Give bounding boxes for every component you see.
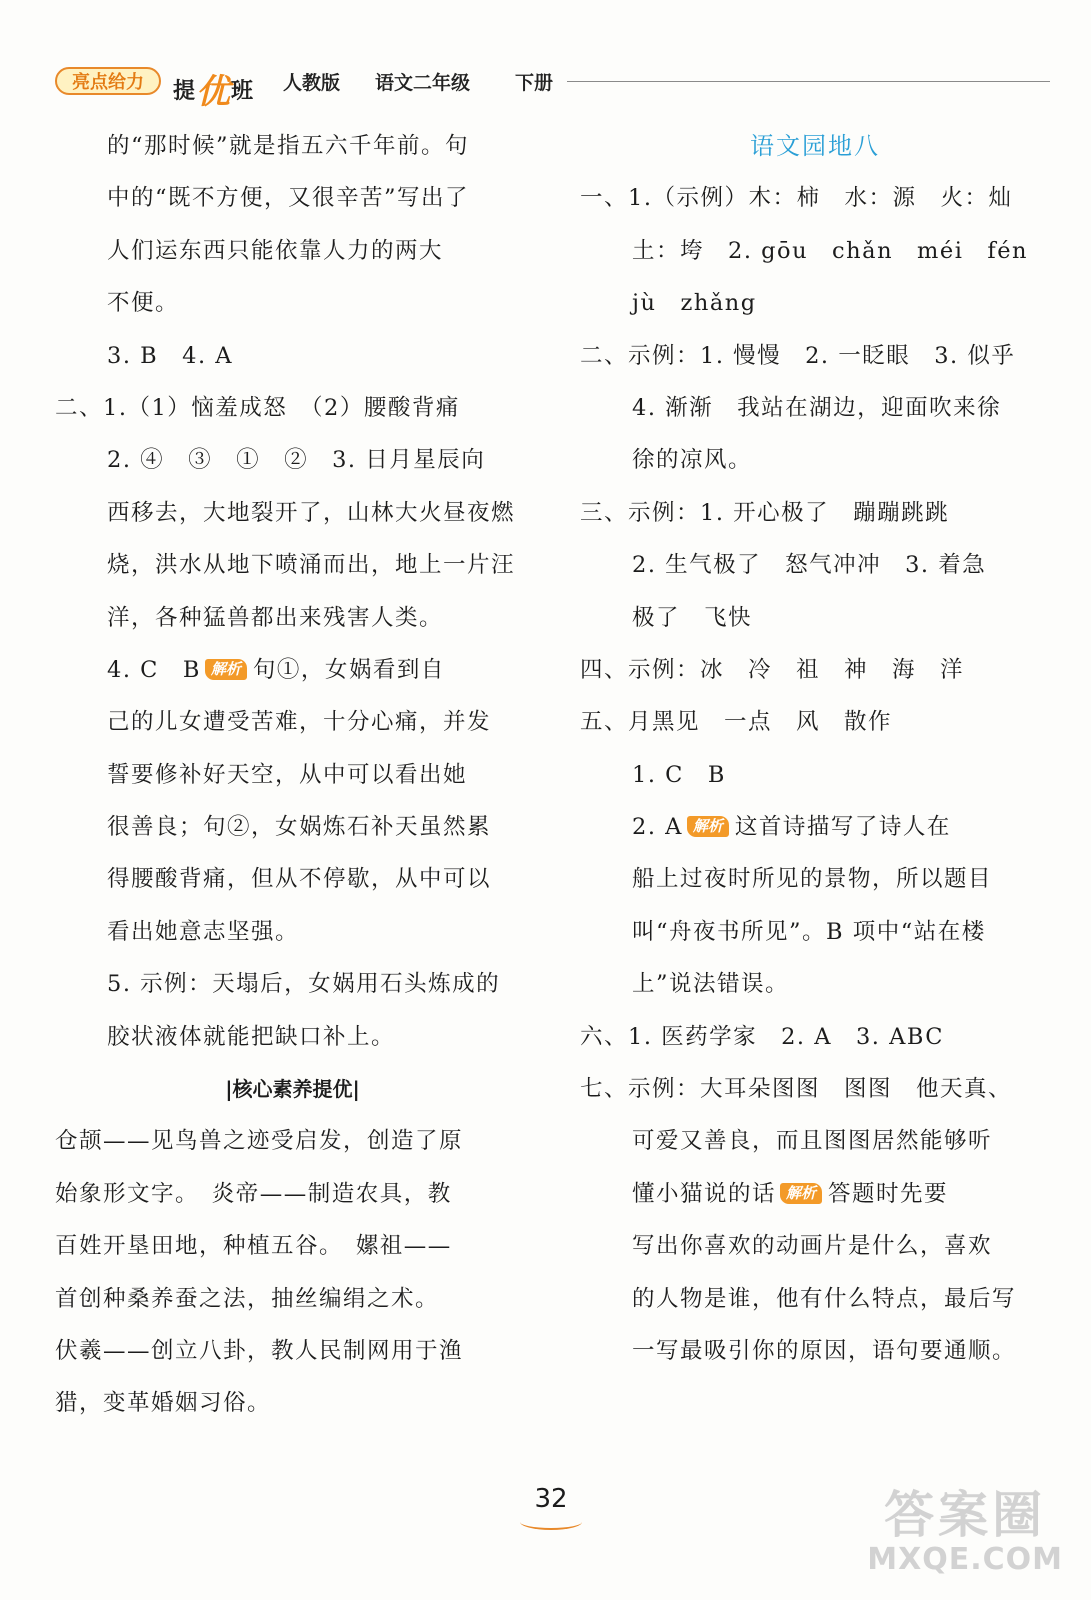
answer-line: 人们运东西只能依靠人力的两大 — [107, 237, 444, 264]
analysis-text: 句①，女娲看到自 — [252, 656, 445, 683]
answer-line: 土：垮 2. gōu chǎn méi fén — [632, 237, 1029, 264]
section-title: 语文园地八 — [750, 132, 880, 160]
answer-line: 百姓开垦田地，种植五谷。 嫘祖—— — [55, 1233, 452, 1260]
answer-line: 一写最吸引你的原因，语句要通顺。 — [632, 1337, 1017, 1364]
answer-line: 3. B 4. A — [107, 342, 234, 369]
answer-line: 4. 渐渐 我站在湖边，迎面吹来徐 — [632, 394, 1002, 421]
answer-line — [580, 1168, 1050, 1220]
answer-line: 极了 飞快 — [632, 604, 753, 631]
answer-line: 的“那时候”就是指五六千年前。句 — [107, 133, 470, 159]
answer-line: 得腰酸背痛，但从不停歇，从中可以 — [107, 866, 492, 893]
page-number-arc — [520, 1514, 582, 1530]
answer-line: 五、月黑见 一点 风 散作 — [580, 709, 893, 736]
answer-line: 七、示例：大耳朵图图 图图 他天真、 — [580, 1076, 1013, 1103]
answer-line: 猎，变革婚姻习俗。 — [55, 1390, 272, 1417]
answer-line: 三、示例：1. 开心极了 蹦蹦跳跳 — [580, 499, 950, 526]
answer-line: 己的儿女遭受苦难，十分心痛，并发 — [107, 709, 492, 736]
answer-line: 的人物是谁，他有什么特点，最后写 — [632, 1285, 1017, 1312]
answer-line: 仓颉——见鸟兽之迹受启发，创造了原 — [55, 1128, 464, 1155]
left-column — [55, 120, 530, 1430]
answer-text: 懂小猫说的话 — [632, 1180, 777, 1207]
watermark — [867, 1486, 1063, 1576]
answer-line: 誓要修补好天空，从中可以看出她 — [107, 761, 468, 788]
page-number: 32 — [534, 1484, 568, 1514]
answer-line: 写出你喜欢的动画片是什么，喜欢 — [632, 1233, 993, 1260]
answer-line — [580, 801, 1050, 853]
brand-pre: 提 — [173, 79, 196, 104]
right-column — [580, 120, 1050, 1377]
logo: 亮点给力 — [55, 67, 161, 95]
brand-you: 优 — [196, 72, 231, 112]
analysis-text: 答题时先要 — [828, 1180, 949, 1207]
watermark-logo: 答案圈 — [884, 1486, 1047, 1544]
analysis-tag: 解析 — [687, 816, 729, 837]
answer-line: 很善良；句②，女娲炼石补天虽然累 — [107, 814, 492, 841]
answer-line: 徐的凉风。 — [632, 447, 753, 474]
answer-line: 船上过夜时所见的景物，所以题目 — [632, 866, 993, 893]
answer-line: 六、1. 医药学家 2. A 3. ABC — [580, 1023, 945, 1050]
answer-line: jù zhǎng — [632, 290, 757, 317]
analysis-tag: 解析 — [205, 659, 247, 680]
volume-label: 下册 — [515, 72, 554, 94]
answer-line: 西移去，大地裂开了，山林大火昼夜燃 — [107, 499, 516, 526]
answer-line: 伏羲——创立八卦，教人民制网用于渔 — [55, 1337, 464, 1364]
answer-line: 上”说法错误。 — [632, 971, 790, 998]
edition-label: 人教版 — [283, 72, 341, 94]
answer-line: 一、1.（示例）木：柿 水：源 火：灿 — [580, 185, 1013, 212]
answer-line: 中的“既不方便，又很辛苦”写出了 — [107, 185, 470, 212]
answer-line: 始象形文字。 炎帝——制造农具，教 — [55, 1180, 452, 1207]
answer-line: 不便。 — [107, 290, 180, 317]
answer-line: 二、示例：1. 慢慢 2. 一眨眼 3. 似乎 — [580, 342, 1016, 369]
page-header — [55, 62, 1050, 112]
answer-line: 洋，各种猛兽都出来残害人类。 — [107, 604, 444, 631]
answer-line: 看出她意志坚强。 — [107, 918, 300, 945]
subject-label: 语文二年级 — [375, 72, 471, 94]
answer-line: 叫“舟夜书所见”。B 项中“站在楼 — [632, 918, 986, 945]
answer-line: 5. 示例：天塌后，女娲用石头炼成的 — [107, 971, 501, 998]
answer-text: 2. A — [632, 814, 683, 841]
answer-line: 胶状液体就能把缺口补上。 — [107, 1023, 396, 1050]
watermark-url: MXQE.COM — [867, 1542, 1063, 1577]
header-rule — [567, 81, 1050, 82]
answer-line: 2. 生气极了 怒气冲冲 3. 着急 — [632, 552, 987, 579]
answer-line: 可爱又善良，而且图图居然能够听 — [632, 1128, 993, 1155]
answer-line: 四、示例：冰 冷 祖 神 海 洋 — [580, 656, 965, 683]
answer-line: 二、1.（1）恼羞成怒 （2）腰酸背痛 — [55, 394, 460, 421]
answer-text: 4. C B — [107, 656, 201, 683]
answer-line: 2. ④ ③ ① ② 3. 日月星辰向 — [107, 447, 486, 474]
answer-line: 首创种桑养蚕之法，抽丝编绢之术。 — [55, 1285, 440, 1312]
answer-line: 烧，洪水从地下喷涌而出，地上一片汪 — [107, 552, 516, 579]
analysis-text: 这首诗描写了诗人在 — [734, 814, 951, 841]
brand-title — [173, 64, 253, 113]
brand-post: 班 — [231, 79, 254, 104]
answer-line: 1. C B — [632, 761, 726, 788]
analysis-tag: 解析 — [780, 1183, 822, 1204]
section-subtitle: |核心素养提优| — [225, 1077, 360, 1102]
answer-line — [55, 644, 530, 696]
